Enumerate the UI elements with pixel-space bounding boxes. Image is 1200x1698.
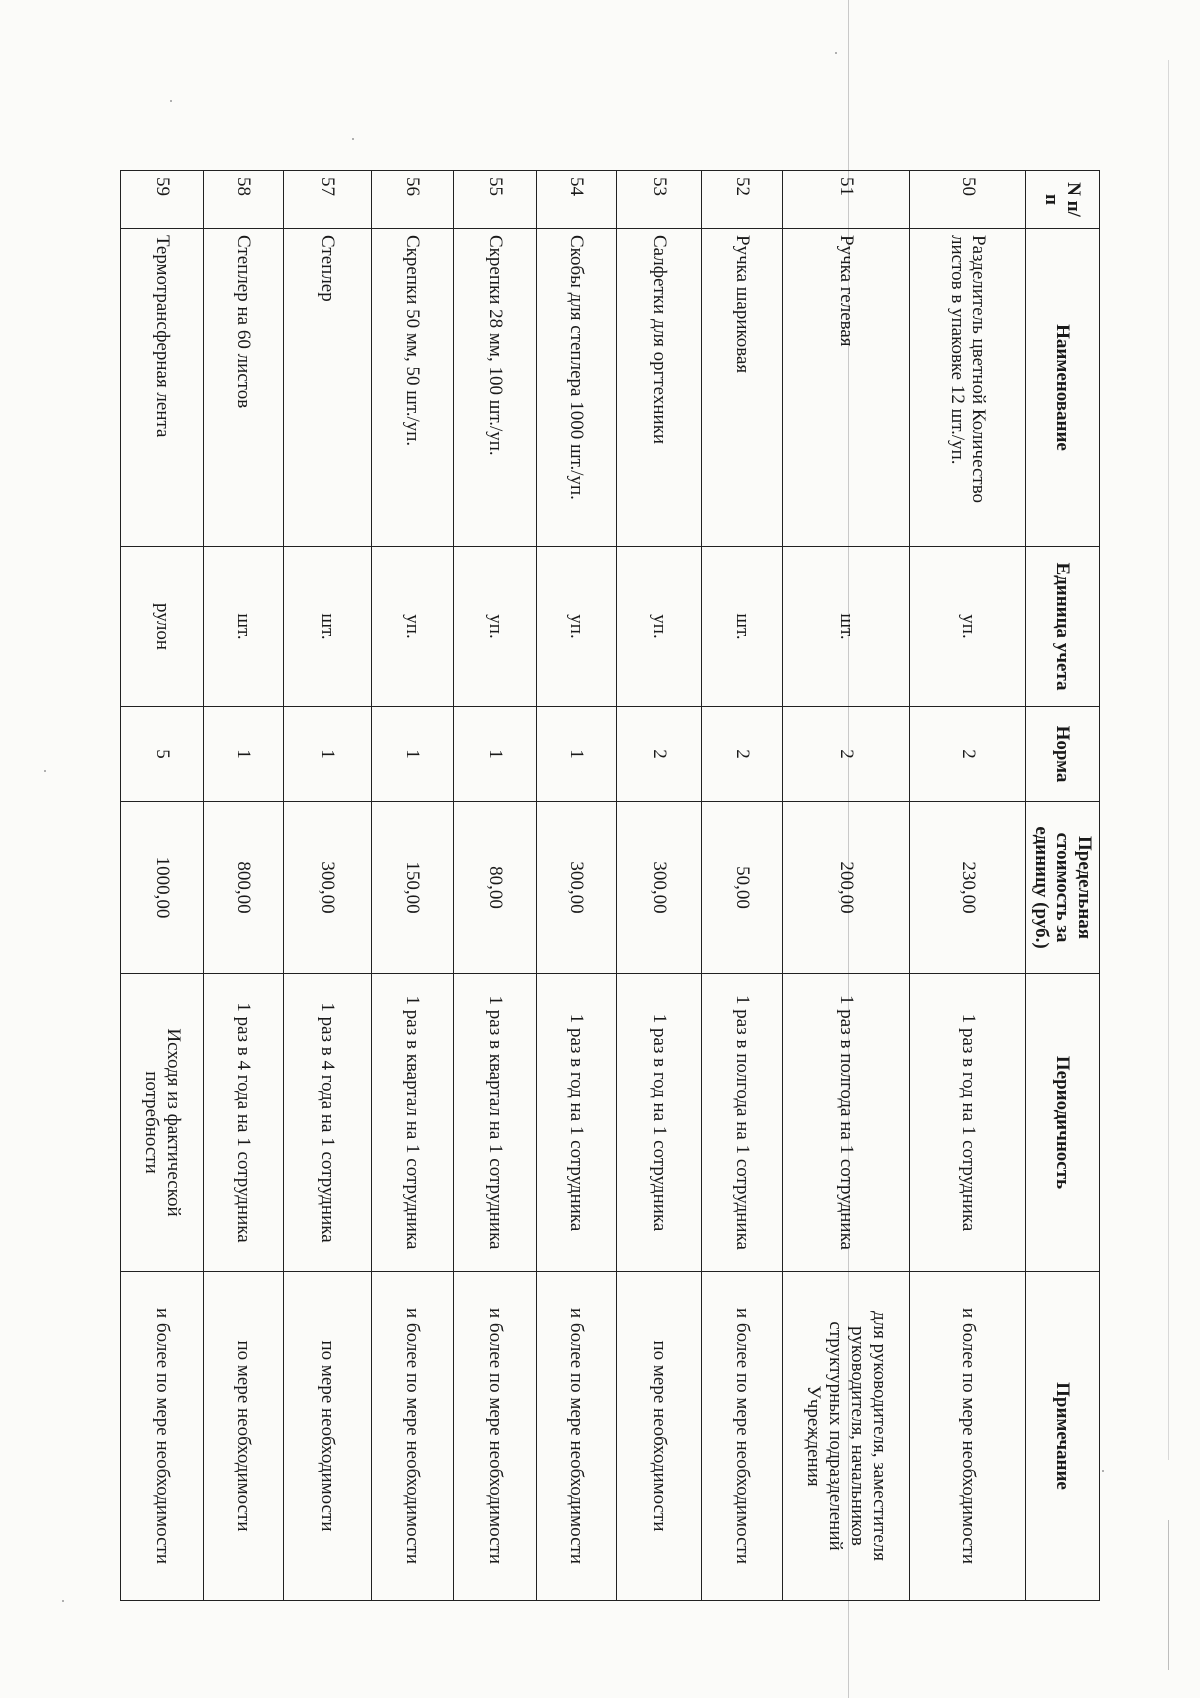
cell-unit: рулон <box>121 547 204 707</box>
scan-artifact-line <box>1168 60 1169 1460</box>
cell-unit: шт. <box>782 547 910 707</box>
table-row <box>617 171 702 1601</box>
cell-name: Скрепки 28 мм, 100 шт./уп. <box>454 229 537 547</box>
cell-price: 300,00 <box>536 802 616 974</box>
header-period: Периодичность <box>1026 974 1100 1272</box>
cell-price: 230,00 <box>910 802 1026 974</box>
cell-norm: 1 <box>536 707 616 802</box>
cell-period: 1 раз в год на 1 сотрудника <box>536 974 616 1272</box>
scan-speck <box>170 100 172 102</box>
cell-num: 52 <box>702 171 782 229</box>
table-row <box>910 171 1026 1601</box>
cell-name: Разделитель цветной Количество листов в упаковке 12 шт./уп. <box>910 229 1026 547</box>
table-row <box>371 171 454 1601</box>
cell-name: Ручка гелевая <box>782 229 910 547</box>
cell-price: 80,00 <box>454 802 537 974</box>
cell-unit: шт. <box>284 547 371 707</box>
cell-unit: уп. <box>536 547 616 707</box>
table-row <box>536 171 616 1601</box>
header-name: Наименование <box>1026 229 1100 547</box>
cell-name: Степлер на 60 листов <box>203 229 283 547</box>
cell-price: 150,00 <box>371 802 454 974</box>
cell-note: для руководителя, заместителя руководителя, начальников структурных подразделений Учреждения <box>782 1272 910 1601</box>
norms-table <box>120 170 1100 1601</box>
cell-unit: шт. <box>203 547 283 707</box>
cell-name: Ручка шариковая <box>702 229 782 547</box>
cell-norm: 2 <box>702 707 782 802</box>
cell-num: 57 <box>284 171 371 229</box>
cell-price: 300,00 <box>617 802 702 974</box>
cell-num: 54 <box>536 171 616 229</box>
cell-norm: 2 <box>910 707 1026 802</box>
scan-speck <box>352 138 354 140</box>
cell-note: и более по мере необходимости <box>371 1272 454 1601</box>
cell-price: 300,00 <box>284 802 371 974</box>
table-row <box>702 171 782 1601</box>
cell-norm: 1 <box>203 707 283 802</box>
cell-num: 56 <box>371 171 454 229</box>
scan-speck <box>44 770 46 772</box>
table-row <box>454 171 537 1601</box>
cell-period: 1 раз в квартал на 1 сотрудника <box>454 974 537 1272</box>
cell-note: и более по мере необходимости <box>121 1272 204 1601</box>
table-header-row <box>1026 171 1100 1601</box>
cell-norm: 1 <box>371 707 454 802</box>
cell-period: 1 раз в год на 1 сотрудника <box>617 974 702 1272</box>
table-row <box>203 171 283 1601</box>
header-price: Предельная стоимость за единицу (руб.) <box>1026 802 1100 974</box>
cell-note: и более по мере необходимости <box>702 1272 782 1601</box>
cell-period: 1 раз в год на 1 сотрудника <box>910 974 1026 1272</box>
header-note: Примечание <box>1026 1272 1100 1601</box>
cell-unit: уп. <box>910 547 1026 707</box>
cell-period: 1 раз в полгода на 1 сотрудника <box>702 974 782 1272</box>
cell-note: по мере необходимости <box>203 1272 283 1601</box>
header-unit: Единица учета <box>1026 547 1100 707</box>
rotated-table-container <box>120 170 1100 1600</box>
scan-speck <box>835 52 837 54</box>
cell-unit: шт. <box>702 547 782 707</box>
cell-period: 1 раз в квартал на 1 сотрудника <box>371 974 454 1272</box>
cell-period: 1 раз в 4 года на 1 сотрудника <box>203 974 283 1272</box>
table-row <box>782 171 910 1601</box>
cell-note: и более по мере необходимости <box>454 1272 537 1601</box>
cell-name: Степлер <box>284 229 371 547</box>
cell-num: 55 <box>454 171 537 229</box>
cell-norm: 5 <box>121 707 204 802</box>
cell-period: Исходя из фактической потребности <box>121 974 204 1272</box>
header-num: N п/п <box>1026 171 1100 229</box>
cell-price: 50,00 <box>702 802 782 974</box>
cell-unit: уп. <box>371 547 454 707</box>
cell-name: Салфетки для оргтехники <box>617 229 702 547</box>
cell-period: 1 раз в полгода на 1 сотрудника <box>782 974 910 1272</box>
cell-num: 59 <box>121 171 204 229</box>
scan-artifact-line <box>1168 1520 1169 1670</box>
cell-unit: уп. <box>617 547 702 707</box>
table-row <box>284 171 371 1601</box>
scan-speck <box>1102 1470 1104 1472</box>
cell-unit: уп. <box>454 547 537 707</box>
cell-norm: 1 <box>284 707 371 802</box>
cell-note: и более по мере необходимости <box>536 1272 616 1601</box>
cell-num: 58 <box>203 171 283 229</box>
table-row <box>121 171 204 1601</box>
cell-note: и более по мере необходимости <box>910 1272 1026 1601</box>
cell-name: Скрепки 50 мм, 50 шт./уп. <box>371 229 454 547</box>
cell-name: Скобы для степлера 1000 шт./уп. <box>536 229 616 547</box>
scan-speck <box>62 1600 64 1602</box>
cell-name: Термотрансферная лента <box>121 229 204 547</box>
cell-price: 200,00 <box>782 802 910 974</box>
cell-period: 1 раз в 4 года на 1 сотрудника <box>284 974 371 1272</box>
cell-num: 53 <box>617 171 702 229</box>
cell-num: 51 <box>782 171 910 229</box>
cell-note: по мере необходимости <box>617 1272 702 1601</box>
cell-norm: 1 <box>454 707 537 802</box>
cell-norm: 2 <box>617 707 702 802</box>
cell-price: 800,00 <box>203 802 283 974</box>
cell-num: 50 <box>910 171 1026 229</box>
cell-price: 1000,00 <box>121 802 204 974</box>
header-norm: Норма <box>1026 707 1100 802</box>
cell-note: по мере необходимости <box>284 1272 371 1601</box>
cell-norm: 2 <box>782 707 910 802</box>
